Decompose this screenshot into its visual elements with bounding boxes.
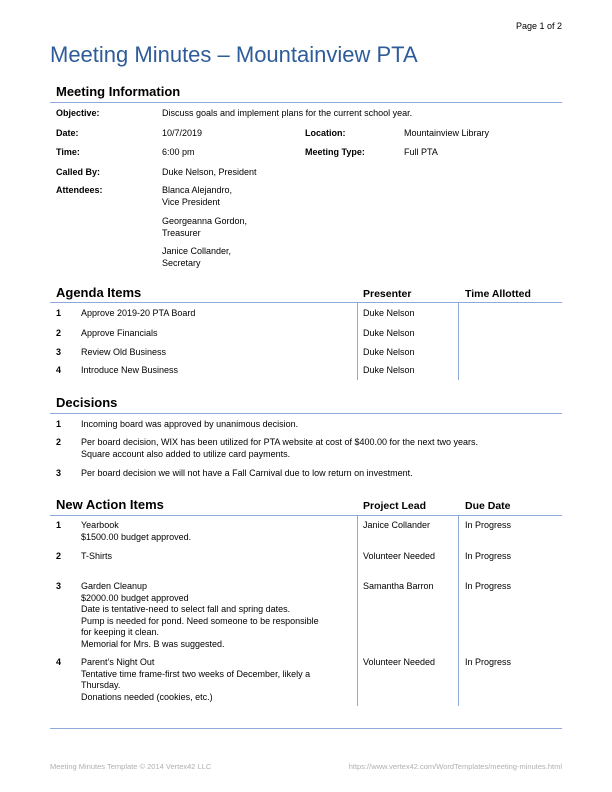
date-label: Date: [56,128,79,138]
action-number: 3 [56,581,62,591]
actions-col-due: Due Date [465,500,511,512]
time-value: 6:00 pm [162,147,195,157]
meeting-type-value: Full PTA [404,147,438,157]
agenda-item-text: Review Old Business [81,347,167,357]
meeting-info-divider [50,102,562,103]
agenda-item-text: Approve 2019-20 PTA Board [81,308,196,318]
action-due: In Progress [465,581,512,591]
actions-col-lead: Project Lead [363,500,427,512]
decision-number: 3 [56,468,62,478]
actions-heading: New Action Items [56,497,164,512]
agenda-item-presenter: Duke Nelson [363,328,415,338]
agenda-heading: Agenda Items [56,285,142,300]
page-number: Page 1 of 2 [515,21,562,31]
action-number: 4 [56,657,62,667]
bottom-divider [50,728,562,729]
agenda-item-number: 4 [56,365,62,375]
actions-column-divider [357,516,358,706]
action-due: In Progress [465,657,512,667]
meeting-info-heading: Meeting Information [56,84,181,99]
actions-divider [50,515,562,516]
agenda-col-presenter: Presenter [363,288,412,300]
action-lead: Janice Collander [363,520,431,530]
agenda-item-number: 1 [56,308,62,318]
decision-text: Per board decision, WIX has been utilized for PTA website at cost of $400.00 for the next two years. Square account also added to utilize card payments. [81,437,479,459]
attendees-label: Attendees: [56,185,103,195]
date-value: 10/7/2019 [162,128,203,138]
footer-copyright: Meeting Minutes Template © 2014 Vertex42 LLC [50,762,212,771]
action-lead: Volunteer Needed [363,551,436,561]
agenda-column-divider [458,303,459,380]
action-text: Parent’s Night Out Tentative time frame-first two weeks of December, likely a Thursday. Donations needed (cookies, etc.) [81,657,311,702]
action-number: 1 [56,520,62,530]
action-lead: Samantha Barron [363,581,434,591]
location-label: Location: [305,128,346,138]
time-label: Time: [56,147,80,157]
meeting-type-label: Meeting Type: [305,147,365,157]
agenda-item-text: Approve Financials [81,328,158,338]
attendee: Janice Collander, Secretary [162,246,232,268]
agenda-column-divider [357,303,358,380]
attendee: Blanca Alejandro, Vice President [162,185,233,207]
called-by-label: Called By: [56,167,101,177]
action-text: Garden Cleanup $2000.00 budget approved Date is tentative-need to select fall and spring dates. Pump is needed for pond. Need someone to be responsible for keeping it clean. Memorial for Mrs. B was suggested. [81,581,319,649]
page-title: Meeting Minutes – Mountainview PTA [50,42,418,67]
action-due: In Progress [465,551,512,561]
action-lead: Volunteer Needed [363,657,436,667]
agenda-item-number: 2 [56,328,62,338]
agenda-col-time: Time Allotted [465,288,531,300]
decision-number: 1 [56,419,62,429]
action-due: In Progress [465,520,512,530]
decision-text: Per board decision we will not have a Fall Carnival due to low return on investment. [81,468,413,478]
location-value: Mountainview Library [404,128,490,138]
footer-url-link[interactable]: https://www.vertex42.com/WordTemplates/meeting-minutes.html [348,762,562,771]
agenda-item-presenter: Duke Nelson [363,308,415,318]
action-number: 2 [56,551,62,561]
decisions-heading: Decisions [56,395,118,410]
decision-number: 2 [56,437,62,447]
called-by-value: Duke Nelson, President [162,167,257,177]
agenda-item-text: Introduce New Business [81,365,179,375]
objective-value: Discuss goals and implement plans for the current school year. [162,108,413,118]
agenda-item-presenter: Duke Nelson [363,365,415,375]
agenda-divider [50,302,562,303]
objective-label: Objective: [56,108,100,118]
decision-text: Incoming board was approved by unanimous decision. [81,419,299,429]
action-text: T-Shirts [81,551,113,561]
action-text: Yearbook $1500.00 budget approved. [81,520,192,542]
actions-column-divider [458,516,459,706]
agenda-item-presenter: Duke Nelson [363,347,415,357]
attendee: Georgeanna Gordon, Treasurer [162,216,248,238]
decisions-divider [50,413,562,414]
agenda-item-number: 3 [56,347,62,357]
